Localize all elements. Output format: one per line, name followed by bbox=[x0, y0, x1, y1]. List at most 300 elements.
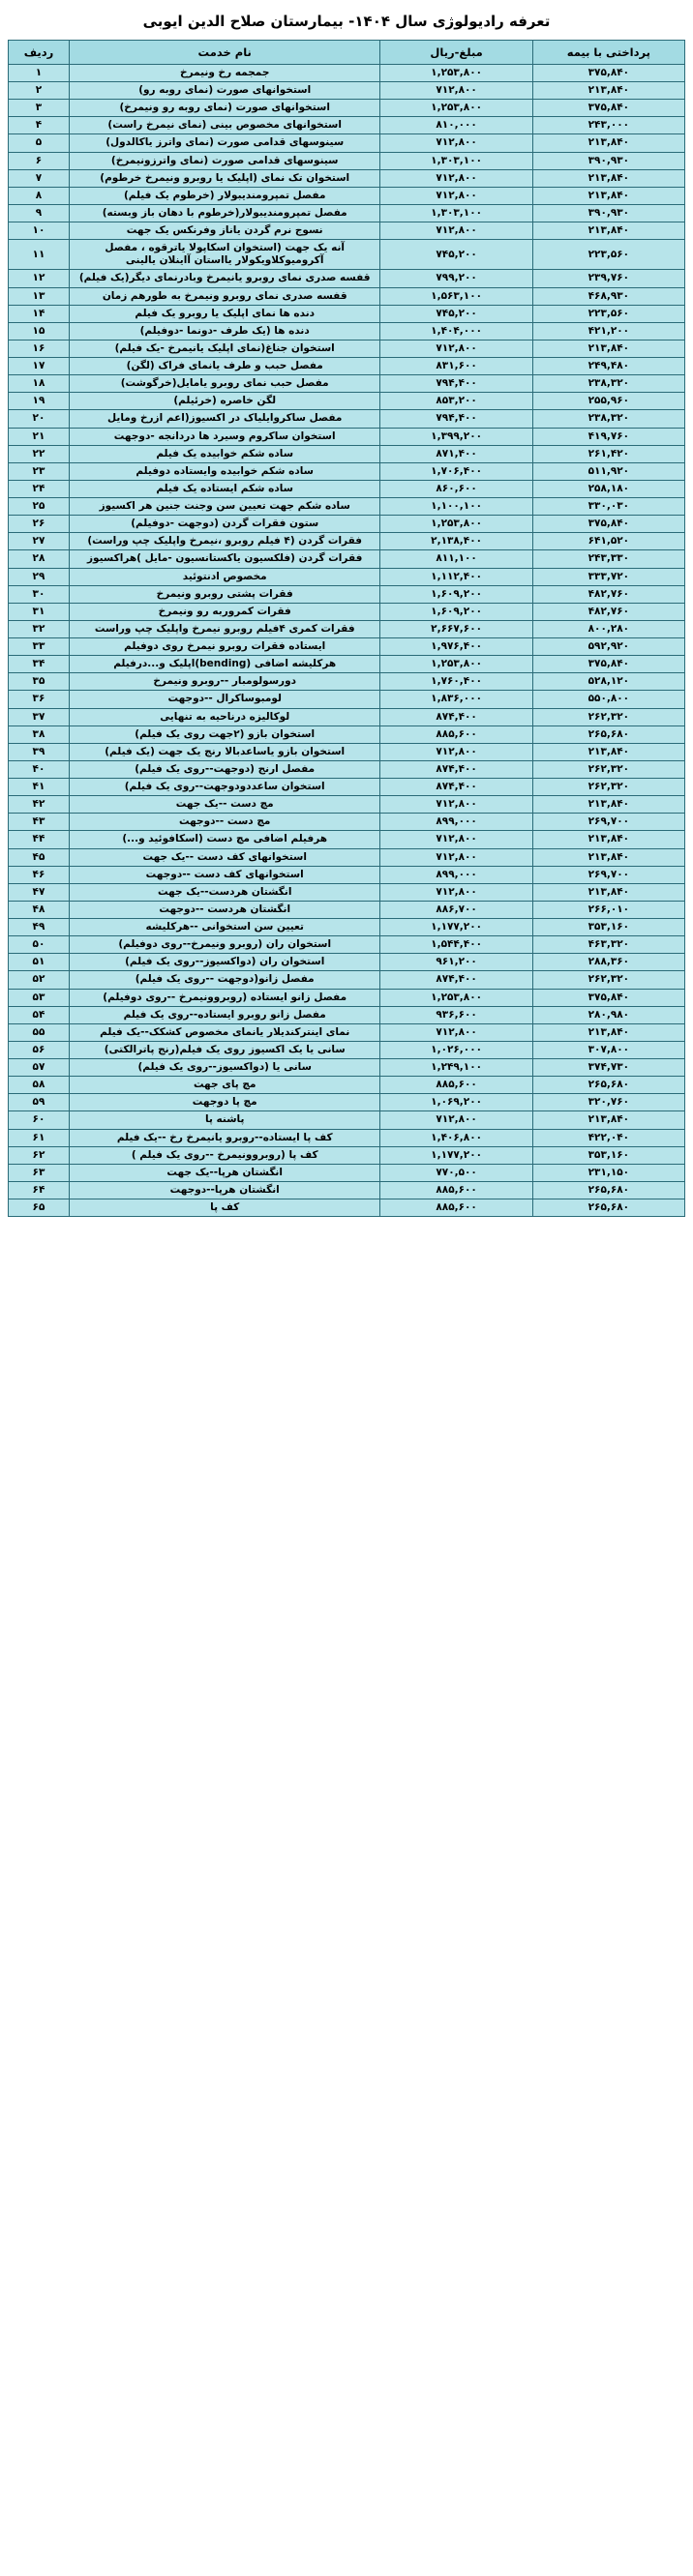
cell-row-number: ۲۳ bbox=[9, 462, 70, 480]
cell-payable: ۲۶۶,۰۱۰ bbox=[532, 901, 684, 918]
cell-payable: ۵۲۸,۱۲۰ bbox=[532, 673, 684, 691]
cell-payable: ۴۶۸,۹۳۰ bbox=[532, 287, 684, 305]
cell-service: مفصل زانو روبرو ایستاده--روی یک فیلم bbox=[69, 1006, 380, 1023]
cell-service: کف پا (روبروونیمرخ --روی یک فیلم ) bbox=[69, 1146, 380, 1164]
cell-service: ساده شکم خوابیده وایستاده دوفیلم bbox=[69, 462, 380, 480]
table-row bbox=[9, 954, 685, 971]
table-row bbox=[9, 848, 685, 866]
cell-amount: ۱,۲۵۳,۸۰۰ bbox=[380, 100, 532, 117]
cell-payable: ۲۸۰,۹۸۰ bbox=[532, 1006, 684, 1023]
cell-service: مفصل تمپرومندیبولار (خرطوم یک فیلم) bbox=[69, 187, 380, 204]
cell-amount: ۱,۰۲۶,۰۰۰ bbox=[380, 1041, 532, 1058]
cell-amount: ۸۳۱,۶۰۰ bbox=[380, 358, 532, 375]
cell-amount: ۱,۵۶۳,۱۰۰ bbox=[380, 287, 532, 305]
table-row bbox=[9, 1094, 685, 1111]
cell-row-number: ۱ bbox=[9, 64, 70, 81]
cell-amount: ۸۸۵,۶۰۰ bbox=[380, 725, 532, 743]
cell-payable: ۲۶۹,۷۰۰ bbox=[532, 814, 684, 831]
cell-row-number: ۴۷ bbox=[9, 883, 70, 901]
cell-row-number: ۱۰ bbox=[9, 222, 70, 240]
cell-amount: ۷۱۲,۸۰۰ bbox=[380, 831, 532, 848]
cell-row-number: ۲۰ bbox=[9, 410, 70, 428]
document-title-bar bbox=[8, 6, 685, 40]
cell-row-number: ۴۶ bbox=[9, 866, 70, 883]
cell-amount: ۸۸۵,۶۰۰ bbox=[380, 1181, 532, 1199]
table-row bbox=[9, 1129, 685, 1146]
cell-row-number: ۲۹ bbox=[9, 568, 70, 585]
cell-service: دورسولومبار --روبرو ونیمرخ bbox=[69, 673, 380, 691]
cell-amount: ۸۶۰,۶۰۰ bbox=[380, 480, 532, 497]
cell-service: پاشنه پا bbox=[69, 1111, 380, 1129]
cell-service: انگشتان هردست --دوجهت bbox=[69, 901, 380, 918]
cell-service: فقرات کمری ۴فیلم روبرو نیمرخ واپلیک چپ وراست bbox=[69, 620, 380, 637]
cell-service: استخوان جناغ(نمای اپلیک یانیمرخ -یک فیلم) bbox=[69, 340, 380, 357]
cell-service: فقرات گردن (۴ فیلم روبرو ،نیمرخ واپلیک چپ وراست) bbox=[69, 533, 380, 550]
cell-service: کف پا ایستاده--روبرو یانیمرخ رخ --یک فیلم bbox=[69, 1129, 380, 1146]
cell-service: مفصل زانو(دوجهت --روی یک فیلم) bbox=[69, 971, 380, 989]
cell-row-number: ۵۵ bbox=[9, 1023, 70, 1041]
cell-row-number: ۶۱ bbox=[9, 1129, 70, 1146]
cell-row-number: ۶۳ bbox=[9, 1164, 70, 1181]
cell-payable: ۲۸۸,۳۶۰ bbox=[532, 954, 684, 971]
cell-payable: ۲۴۹,۴۸۰ bbox=[532, 358, 684, 375]
cell-service: استخوانهای صورت (نمای روبه رو) bbox=[69, 82, 380, 100]
table-row bbox=[9, 375, 685, 393]
cell-row-number: ۴۸ bbox=[9, 901, 70, 918]
cell-row-number: ۵۰ bbox=[9, 936, 70, 954]
cell-service: ساده شکم خوابیده یک فیلم bbox=[69, 445, 380, 462]
cell-service: استخوانهای کف دست --یک جهت bbox=[69, 848, 380, 866]
table-row bbox=[9, 358, 685, 375]
cell-payable: ۲۵۸,۱۸۰ bbox=[532, 480, 684, 497]
table-row bbox=[9, 901, 685, 918]
cell-payable: ۲۴۳,۰۰۰ bbox=[532, 117, 684, 134]
cell-row-number: ۴۰ bbox=[9, 760, 70, 778]
cell-service: لوکالیزه درناحیه به تنهایی bbox=[69, 708, 380, 725]
cell-payable: ۲۴۳,۳۳۰ bbox=[532, 550, 684, 568]
table-row bbox=[9, 603, 685, 620]
cell-payable: ۲۶۱,۴۲۰ bbox=[532, 445, 684, 462]
cell-row-number: ۸ bbox=[9, 187, 70, 204]
cell-payable: ۳۳۳,۷۲۰ bbox=[532, 568, 684, 585]
cell-row-number: ۴۱ bbox=[9, 779, 70, 796]
cell-payable: ۳۹۰,۹۳۰ bbox=[532, 152, 684, 169]
cell-payable: ۳۵۳,۱۶۰ bbox=[532, 919, 684, 936]
cell-amount: ۹۶۱,۲۰۰ bbox=[380, 954, 532, 971]
cell-service: استخوان تک نمای (اپلیک یا روبرو ونیمرخ خرطوم) bbox=[69, 169, 380, 187]
cell-row-number: ۵ bbox=[9, 134, 70, 152]
table-row bbox=[9, 1006, 685, 1023]
cell-service: فقرات پشتی روبرو ونیمرخ bbox=[69, 585, 380, 603]
cell-payable: ۴۲۲,۰۴۰ bbox=[532, 1129, 684, 1146]
cell-row-number: ۳۱ bbox=[9, 603, 70, 620]
cell-service: مفصل زانو ایستاده (روبروونیمرخ --روی دوفیلم) bbox=[69, 989, 380, 1006]
cell-payable: ۲۱۳,۸۴۰ bbox=[532, 1111, 684, 1129]
cell-payable: ۲۱۳,۸۴۰ bbox=[532, 187, 684, 204]
cell-amount: ۱,۴۰۴,۰۰۰ bbox=[380, 322, 532, 340]
cell-row-number: ۱۴ bbox=[9, 305, 70, 322]
cell-service: قفسه صدری نمای روبرو ونیمرخ به طورهم زمان bbox=[69, 287, 380, 305]
cell-row-number: ۶۴ bbox=[9, 1181, 70, 1199]
cell-row-number: ۱۳ bbox=[9, 287, 70, 305]
table-header-row bbox=[9, 40, 685, 64]
cell-service: کف پا bbox=[69, 1199, 380, 1217]
cell-payable: ۲۱۳,۸۴۰ bbox=[532, 848, 684, 866]
table-row bbox=[9, 725, 685, 743]
table-row bbox=[9, 445, 685, 462]
cell-service: جمجمه رخ ونیمرخ bbox=[69, 64, 380, 81]
page-title: تعرفه رادیولوژی سال ۱۴۰۴- بیمارستان صلاح الدین ایوبی bbox=[142, 13, 551, 30]
cell-amount: ۲,۶۶۷,۶۰۰ bbox=[380, 620, 532, 637]
table-row bbox=[9, 322, 685, 340]
table-header bbox=[9, 40, 685, 64]
cell-amount: ۷۱۲,۸۰۰ bbox=[380, 340, 532, 357]
cell-amount: ۸۷۱,۴۰۰ bbox=[380, 445, 532, 462]
cell-payable: ۵۹۲,۹۲۰ bbox=[532, 638, 684, 656]
cell-row-number: ۳۵ bbox=[9, 673, 70, 691]
cell-row-number: ۳۷ bbox=[9, 708, 70, 725]
cell-amount: ۹۳۶,۶۰۰ bbox=[380, 1006, 532, 1023]
table-row bbox=[9, 638, 685, 656]
cell-payable: ۳۷۵,۸۴۰ bbox=[532, 64, 684, 81]
table-row bbox=[9, 152, 685, 169]
cell-payable: ۲۲۳,۵۶۰ bbox=[532, 305, 684, 322]
table-row bbox=[9, 760, 685, 778]
cell-row-number: ۶۰ bbox=[9, 1111, 70, 1129]
cell-service: مچ پا دوجهت bbox=[69, 1094, 380, 1111]
cell-payable: ۲۶۲,۳۲۰ bbox=[532, 760, 684, 778]
cell-row-number: ۲۲ bbox=[9, 445, 70, 462]
table-row bbox=[9, 169, 685, 187]
cell-amount: ۱,۱۷۷,۲۰۰ bbox=[380, 1146, 532, 1164]
cell-payable: ۳۵۳,۱۶۰ bbox=[532, 1146, 684, 1164]
cell-service: استخوان ساعددودوجهت--روی یک فیلم) bbox=[69, 779, 380, 796]
cell-amount: ۲,۱۳۸,۴۰۰ bbox=[380, 533, 532, 550]
cell-payable: ۲۳۸,۳۲۰ bbox=[532, 375, 684, 393]
cell-payable: ۲۶۹,۷۰۰ bbox=[532, 866, 684, 883]
cell-payable: ۴۲۱,۲۰۰ bbox=[532, 322, 684, 340]
cell-row-number: ۳۳ bbox=[9, 638, 70, 656]
cell-amount: ۱,۱۰۰,۱۰۰ bbox=[380, 498, 532, 516]
cell-row-number: ۷ bbox=[9, 169, 70, 187]
cell-payable: ۲۶۲,۳۲۰ bbox=[532, 708, 684, 725]
cell-row-number: ۳ bbox=[9, 100, 70, 117]
cell-service: هرفیلم اضافی مچ دست (اسکافوئید و...) bbox=[69, 831, 380, 848]
cell-row-number: ۶۵ bbox=[9, 1199, 70, 1217]
cell-row-number: ۶۲ bbox=[9, 1146, 70, 1164]
cell-amount: ۸۷۴,۴۰۰ bbox=[380, 708, 532, 725]
cell-amount: ۸۱۰,۰۰۰ bbox=[380, 117, 532, 134]
table-row bbox=[9, 100, 685, 117]
table-row bbox=[9, 64, 685, 81]
cell-amount: ۷۱۲,۸۰۰ bbox=[380, 82, 532, 100]
cell-payable: ۲۶۵,۶۸۰ bbox=[532, 1199, 684, 1217]
cell-payable: ۲۳۸,۳۲۰ bbox=[532, 410, 684, 428]
cell-amount: ۱,۱۷۷,۲۰۰ bbox=[380, 919, 532, 936]
table-row bbox=[9, 222, 685, 240]
cell-row-number: ۳۶ bbox=[9, 691, 70, 708]
cell-row-number: ۱۱ bbox=[9, 240, 70, 270]
cell-payable: ۳۹۰,۹۳۰ bbox=[532, 204, 684, 222]
cell-row-number: ۴۹ bbox=[9, 919, 70, 936]
cell-row-number: ۹ bbox=[9, 204, 70, 222]
cell-service: مخصوص ادنتوئید bbox=[69, 568, 380, 585]
cell-payable: ۲۱۳,۸۴۰ bbox=[532, 82, 684, 100]
table-row bbox=[9, 971, 685, 989]
cell-row-number: ۲۷ bbox=[9, 533, 70, 550]
cell-payable: ۲۱۳,۸۴۰ bbox=[532, 1023, 684, 1041]
cell-row-number: ۵۴ bbox=[9, 1006, 70, 1023]
cell-service: نمای اینترکندیلار یانمای مخصوص کشکک--یک فیلم bbox=[69, 1023, 380, 1041]
cell-row-number: ۳۰ bbox=[9, 585, 70, 603]
cell-service: مفصل حبب نمای روبرو یامایل(خرگوشت) bbox=[69, 375, 380, 393]
cell-amount: ۸۸۵,۶۰۰ bbox=[380, 1077, 532, 1094]
cell-amount: ۷۱۲,۸۰۰ bbox=[380, 796, 532, 814]
cell-payable: ۳۳۰,۰۳۰ bbox=[532, 498, 684, 516]
cell-service: لگن خاصره (خرئیلم) bbox=[69, 393, 380, 410]
table-row bbox=[9, 134, 685, 152]
cell-service: فقرات کمروربه رو ونیمرخ bbox=[69, 603, 380, 620]
cell-payable: ۳۰۷,۸۰۰ bbox=[532, 1041, 684, 1058]
cell-row-number: ۲۶ bbox=[9, 516, 70, 533]
table-row bbox=[9, 883, 685, 901]
cell-amount: ۸۷۴,۴۰۰ bbox=[380, 760, 532, 778]
tariff-table bbox=[8, 40, 685, 1218]
cell-service: ایستاده فقرات روبرو نیمرخ روی دوفیلم bbox=[69, 638, 380, 656]
cell-amount: ۱,۹۷۶,۴۰۰ bbox=[380, 638, 532, 656]
cell-amount: ۷۱۲,۸۰۰ bbox=[380, 134, 532, 152]
cell-payable: ۴۶۳,۳۲۰ bbox=[532, 936, 684, 954]
table-row bbox=[9, 480, 685, 497]
cell-payable: ۲۱۳,۸۴۰ bbox=[532, 169, 684, 187]
cell-service: قفسه صدری نمای روبرو یانیمرخ وبادرنمای دیگر(یک فیلم) bbox=[69, 270, 380, 287]
cell-payable: ۳۷۵,۸۴۰ bbox=[532, 100, 684, 117]
cell-amount: ۱,۲۵۳,۸۰۰ bbox=[380, 656, 532, 673]
table-row bbox=[9, 743, 685, 760]
table-row bbox=[9, 620, 685, 637]
cell-service: استخوان بازو یاساعدبالا رنج یک جهت (یک فیلم) bbox=[69, 743, 380, 760]
cell-row-number: ۴۲ bbox=[9, 796, 70, 814]
cell-payable: ۳۷۴,۷۳۰ bbox=[532, 1059, 684, 1077]
cell-amount: ۱,۱۱۲,۴۰۰ bbox=[380, 568, 532, 585]
cell-amount: ۷۹۴,۴۰۰ bbox=[380, 375, 532, 393]
table-row bbox=[9, 656, 685, 673]
table-row bbox=[9, 305, 685, 322]
cell-service: سانی یا (دواکسیوز--روی یک فیلم) bbox=[69, 1059, 380, 1077]
table-row bbox=[9, 498, 685, 516]
cell-amount: ۱,۳۰۳,۱۰۰ bbox=[380, 204, 532, 222]
cell-service: استخوانهای کف دست --دوجهت bbox=[69, 866, 380, 883]
cell-service: استخوانهای صورت (نمای روبه رو ونیمرخ) bbox=[69, 100, 380, 117]
cell-payable: ۲۶۲,۳۲۰ bbox=[532, 971, 684, 989]
column-header-payable: پرداختی با بیمه bbox=[532, 40, 684, 64]
cell-payable: ۳۷۵,۸۴۰ bbox=[532, 656, 684, 673]
table-row bbox=[9, 1077, 685, 1094]
table-row bbox=[9, 814, 685, 831]
table-row bbox=[9, 410, 685, 428]
table-row bbox=[9, 796, 685, 814]
cell-amount: ۷۱۲,۸۰۰ bbox=[380, 1111, 532, 1129]
cell-row-number: ۵۶ bbox=[9, 1041, 70, 1058]
cell-payable: ۲۶۵,۶۸۰ bbox=[532, 725, 684, 743]
cell-row-number: ۱۹ bbox=[9, 393, 70, 410]
table-row bbox=[9, 866, 685, 883]
cell-amount: ۷۴۵,۲۰۰ bbox=[380, 240, 532, 270]
cell-payable: ۲۲۳,۵۶۰ bbox=[532, 240, 684, 270]
cell-amount: ۷۱۲,۸۰۰ bbox=[380, 743, 532, 760]
cell-service: مچ دست --یک جهت bbox=[69, 796, 380, 814]
cell-payable: ۲۱۳,۸۴۰ bbox=[532, 831, 684, 848]
cell-payable: ۳۷۵,۸۴۰ bbox=[532, 516, 684, 533]
table-row bbox=[9, 673, 685, 691]
cell-payable: ۲۶۵,۶۸۰ bbox=[532, 1077, 684, 1094]
cell-payable: ۲۱۳,۸۴۰ bbox=[532, 134, 684, 152]
cell-payable: ۲۶۵,۶۸۰ bbox=[532, 1181, 684, 1199]
cell-amount: ۷۱۲,۸۰۰ bbox=[380, 848, 532, 866]
cell-payable: ۵۱۱,۹۲۰ bbox=[532, 462, 684, 480]
cell-amount: ۷۷۰,۵۰۰ bbox=[380, 1164, 532, 1181]
cell-amount: ۷۱۲,۸۰۰ bbox=[380, 187, 532, 204]
cell-amount: ۱,۵۴۴,۴۰۰ bbox=[380, 936, 532, 954]
cell-service: تعیین سن استخوانی --هرکلیشه bbox=[69, 919, 380, 936]
table-row bbox=[9, 1023, 685, 1041]
cell-service: انگشتان هرپا--یک جهت bbox=[69, 1164, 380, 1181]
table-row bbox=[9, 287, 685, 305]
cell-row-number: ۲۴ bbox=[9, 480, 70, 497]
column-header-service: نام خدمت bbox=[69, 40, 380, 64]
cell-amount: ۸۱۱,۱۰۰ bbox=[380, 550, 532, 568]
cell-service: سانی یا یک اکسیوز روی یک فیلم(رنج پاترالکتی) bbox=[69, 1041, 380, 1058]
cell-service: مفصل ارنج (دوجهت--روی یک فیلم) bbox=[69, 760, 380, 778]
cell-row-number: ۴۵ bbox=[9, 848, 70, 866]
cell-payable: ۲۳۹,۷۶۰ bbox=[532, 270, 684, 287]
cell-amount: ۱,۲۵۳,۸۰۰ bbox=[380, 64, 532, 81]
cell-row-number: ۳۹ bbox=[9, 743, 70, 760]
cell-amount: ۸۹۹,۰۰۰ bbox=[380, 814, 532, 831]
cell-service: مچ پای جهت bbox=[69, 1077, 380, 1094]
cell-service: آنه یک جهت (استخوان اسکاپولا یاترقوه ، مفصل آکرومیوکلاویکولار یااستان آاینلان یالینی bbox=[69, 240, 380, 270]
cell-row-number: ۲ bbox=[9, 82, 70, 100]
cell-row-number: ۵۳ bbox=[9, 989, 70, 1006]
table-row bbox=[9, 516, 685, 533]
cell-service: لومبوساکرال --دوجهت bbox=[69, 691, 380, 708]
cell-amount: ۱,۶۰۹,۲۰۰ bbox=[380, 603, 532, 620]
table-row bbox=[9, 1041, 685, 1058]
cell-amount: ۱,۰۶۹,۲۰۰ bbox=[380, 1094, 532, 1111]
table-row bbox=[9, 270, 685, 287]
table-row bbox=[9, 831, 685, 848]
cell-amount: ۱,۷۰۶,۴۰۰ bbox=[380, 462, 532, 480]
cell-payable: ۴۱۹,۷۶۰ bbox=[532, 428, 684, 445]
cell-payable: ۴۸۲,۷۶۰ bbox=[532, 603, 684, 620]
table-row bbox=[9, 240, 685, 270]
column-header-amount: مبلغ-ریال bbox=[380, 40, 532, 64]
cell-amount: ۷۱۲,۸۰۰ bbox=[380, 169, 532, 187]
cell-amount: ۸۸۵,۶۰۰ bbox=[380, 1199, 532, 1217]
cell-payable: ۳۷۵,۸۴۰ bbox=[532, 989, 684, 1006]
cell-service: استخوانهای مخصوص بینی (نمای نیمرخ راست) bbox=[69, 117, 380, 134]
table-row bbox=[9, 1059, 685, 1077]
cell-row-number: ۳۲ bbox=[9, 620, 70, 637]
cell-payable: ۲۱۳,۸۴۰ bbox=[532, 222, 684, 240]
cell-row-number: ۵۲ bbox=[9, 971, 70, 989]
cell-amount: ۷۴۵,۲۰۰ bbox=[380, 305, 532, 322]
cell-amount: ۸۹۹,۰۰۰ bbox=[380, 866, 532, 883]
cell-service: سینوسهای قدامی صورت (نمای واترز یاکالدول) bbox=[69, 134, 380, 152]
cell-amount: ۷۱۲,۸۰۰ bbox=[380, 1023, 532, 1041]
cell-payable: ۳۲۰,۷۶۰ bbox=[532, 1094, 684, 1111]
table-row bbox=[9, 393, 685, 410]
cell-payable: ۲۱۳,۸۴۰ bbox=[532, 796, 684, 814]
cell-row-number: ۴۴ bbox=[9, 831, 70, 848]
cell-service: فقرات گردن (فلکسیون یاکستانسیون -مایل )هراکسیوز bbox=[69, 550, 380, 568]
cell-payable: ۲۵۵,۹۶۰ bbox=[532, 393, 684, 410]
cell-amount: ۷۱۲,۸۰۰ bbox=[380, 222, 532, 240]
cell-service: انگشتان هردست--یک جهت bbox=[69, 883, 380, 901]
cell-row-number: ۵۷ bbox=[9, 1059, 70, 1077]
cell-row-number: ۶ bbox=[9, 152, 70, 169]
table-row bbox=[9, 550, 685, 568]
cell-payable: ۲۶۲,۳۲۰ bbox=[532, 779, 684, 796]
cell-service: انگشتان هرپا--دوجهت bbox=[69, 1181, 380, 1199]
table-row bbox=[9, 989, 685, 1006]
cell-service: هرکلیشه اضافی (bending)اپلیک و...درفیلم bbox=[69, 656, 380, 673]
cell-service: مفصل ساکروایلیاک در اکسیوز(اعم ازرخ ومایل bbox=[69, 410, 380, 428]
cell-amount: ۸۸۶,۷۰۰ bbox=[380, 901, 532, 918]
table-row bbox=[9, 779, 685, 796]
cell-amount: ۱,۳۹۹,۲۰۰ bbox=[380, 428, 532, 445]
cell-amount: ۱,۷۶۰,۴۰۰ bbox=[380, 673, 532, 691]
cell-amount: ۸۷۴,۴۰۰ bbox=[380, 971, 532, 989]
table-row bbox=[9, 187, 685, 204]
cell-amount: ۱,۳۰۳,۱۰۰ bbox=[380, 152, 532, 169]
cell-row-number: ۳۴ bbox=[9, 656, 70, 673]
table-row bbox=[9, 585, 685, 603]
table-row bbox=[9, 568, 685, 585]
table-row bbox=[9, 691, 685, 708]
cell-service: ساده شکم ایستاده یک فیلم bbox=[69, 480, 380, 497]
table-row bbox=[9, 462, 685, 480]
cell-service: نسوج نرم گردن یاناز وفرنکس یک جهت bbox=[69, 222, 380, 240]
column-header-row: ردیف bbox=[9, 40, 70, 64]
cell-amount: ۱,۲۴۹,۱۰۰ bbox=[380, 1059, 532, 1077]
cell-row-number: ۱۵ bbox=[9, 322, 70, 340]
cell-amount: ۷۹۹,۲۰۰ bbox=[380, 270, 532, 287]
cell-service: مچ دست --دوجهت bbox=[69, 814, 380, 831]
document-page bbox=[0, 0, 693, 1227]
cell-row-number: ۵۹ bbox=[9, 1094, 70, 1111]
cell-payable: ۲۱۳,۸۴۰ bbox=[532, 743, 684, 760]
cell-amount: ۱,۶۰۹,۲۰۰ bbox=[380, 585, 532, 603]
cell-row-number: ۱۲ bbox=[9, 270, 70, 287]
table-row bbox=[9, 82, 685, 100]
cell-row-number: ۱۷ bbox=[9, 358, 70, 375]
table-row bbox=[9, 708, 685, 725]
cell-service: دنده ها (یک طرف -دونما -دوفیلم) bbox=[69, 322, 380, 340]
cell-payable: ۸۰۰,۲۸۰ bbox=[532, 620, 684, 637]
cell-amount: ۷۱۲,۸۰۰ bbox=[380, 883, 532, 901]
cell-row-number: ۳۸ bbox=[9, 725, 70, 743]
cell-service: استخوان ران (روبرو ونیمرخ--روی دوفیلم) bbox=[69, 936, 380, 954]
table-row bbox=[9, 1111, 685, 1129]
cell-amount: ۸۷۴,۴۰۰ bbox=[380, 779, 532, 796]
cell-payable: ۶۴۱,۵۲۰ bbox=[532, 533, 684, 550]
table-body bbox=[9, 64, 685, 1216]
cell-payable: ۲۳۱,۱۵۰ bbox=[532, 1164, 684, 1181]
cell-service: مفصل حبب و طرف یانمای فراک (لگن) bbox=[69, 358, 380, 375]
table-row bbox=[9, 1164, 685, 1181]
cell-row-number: ۴ bbox=[9, 117, 70, 134]
